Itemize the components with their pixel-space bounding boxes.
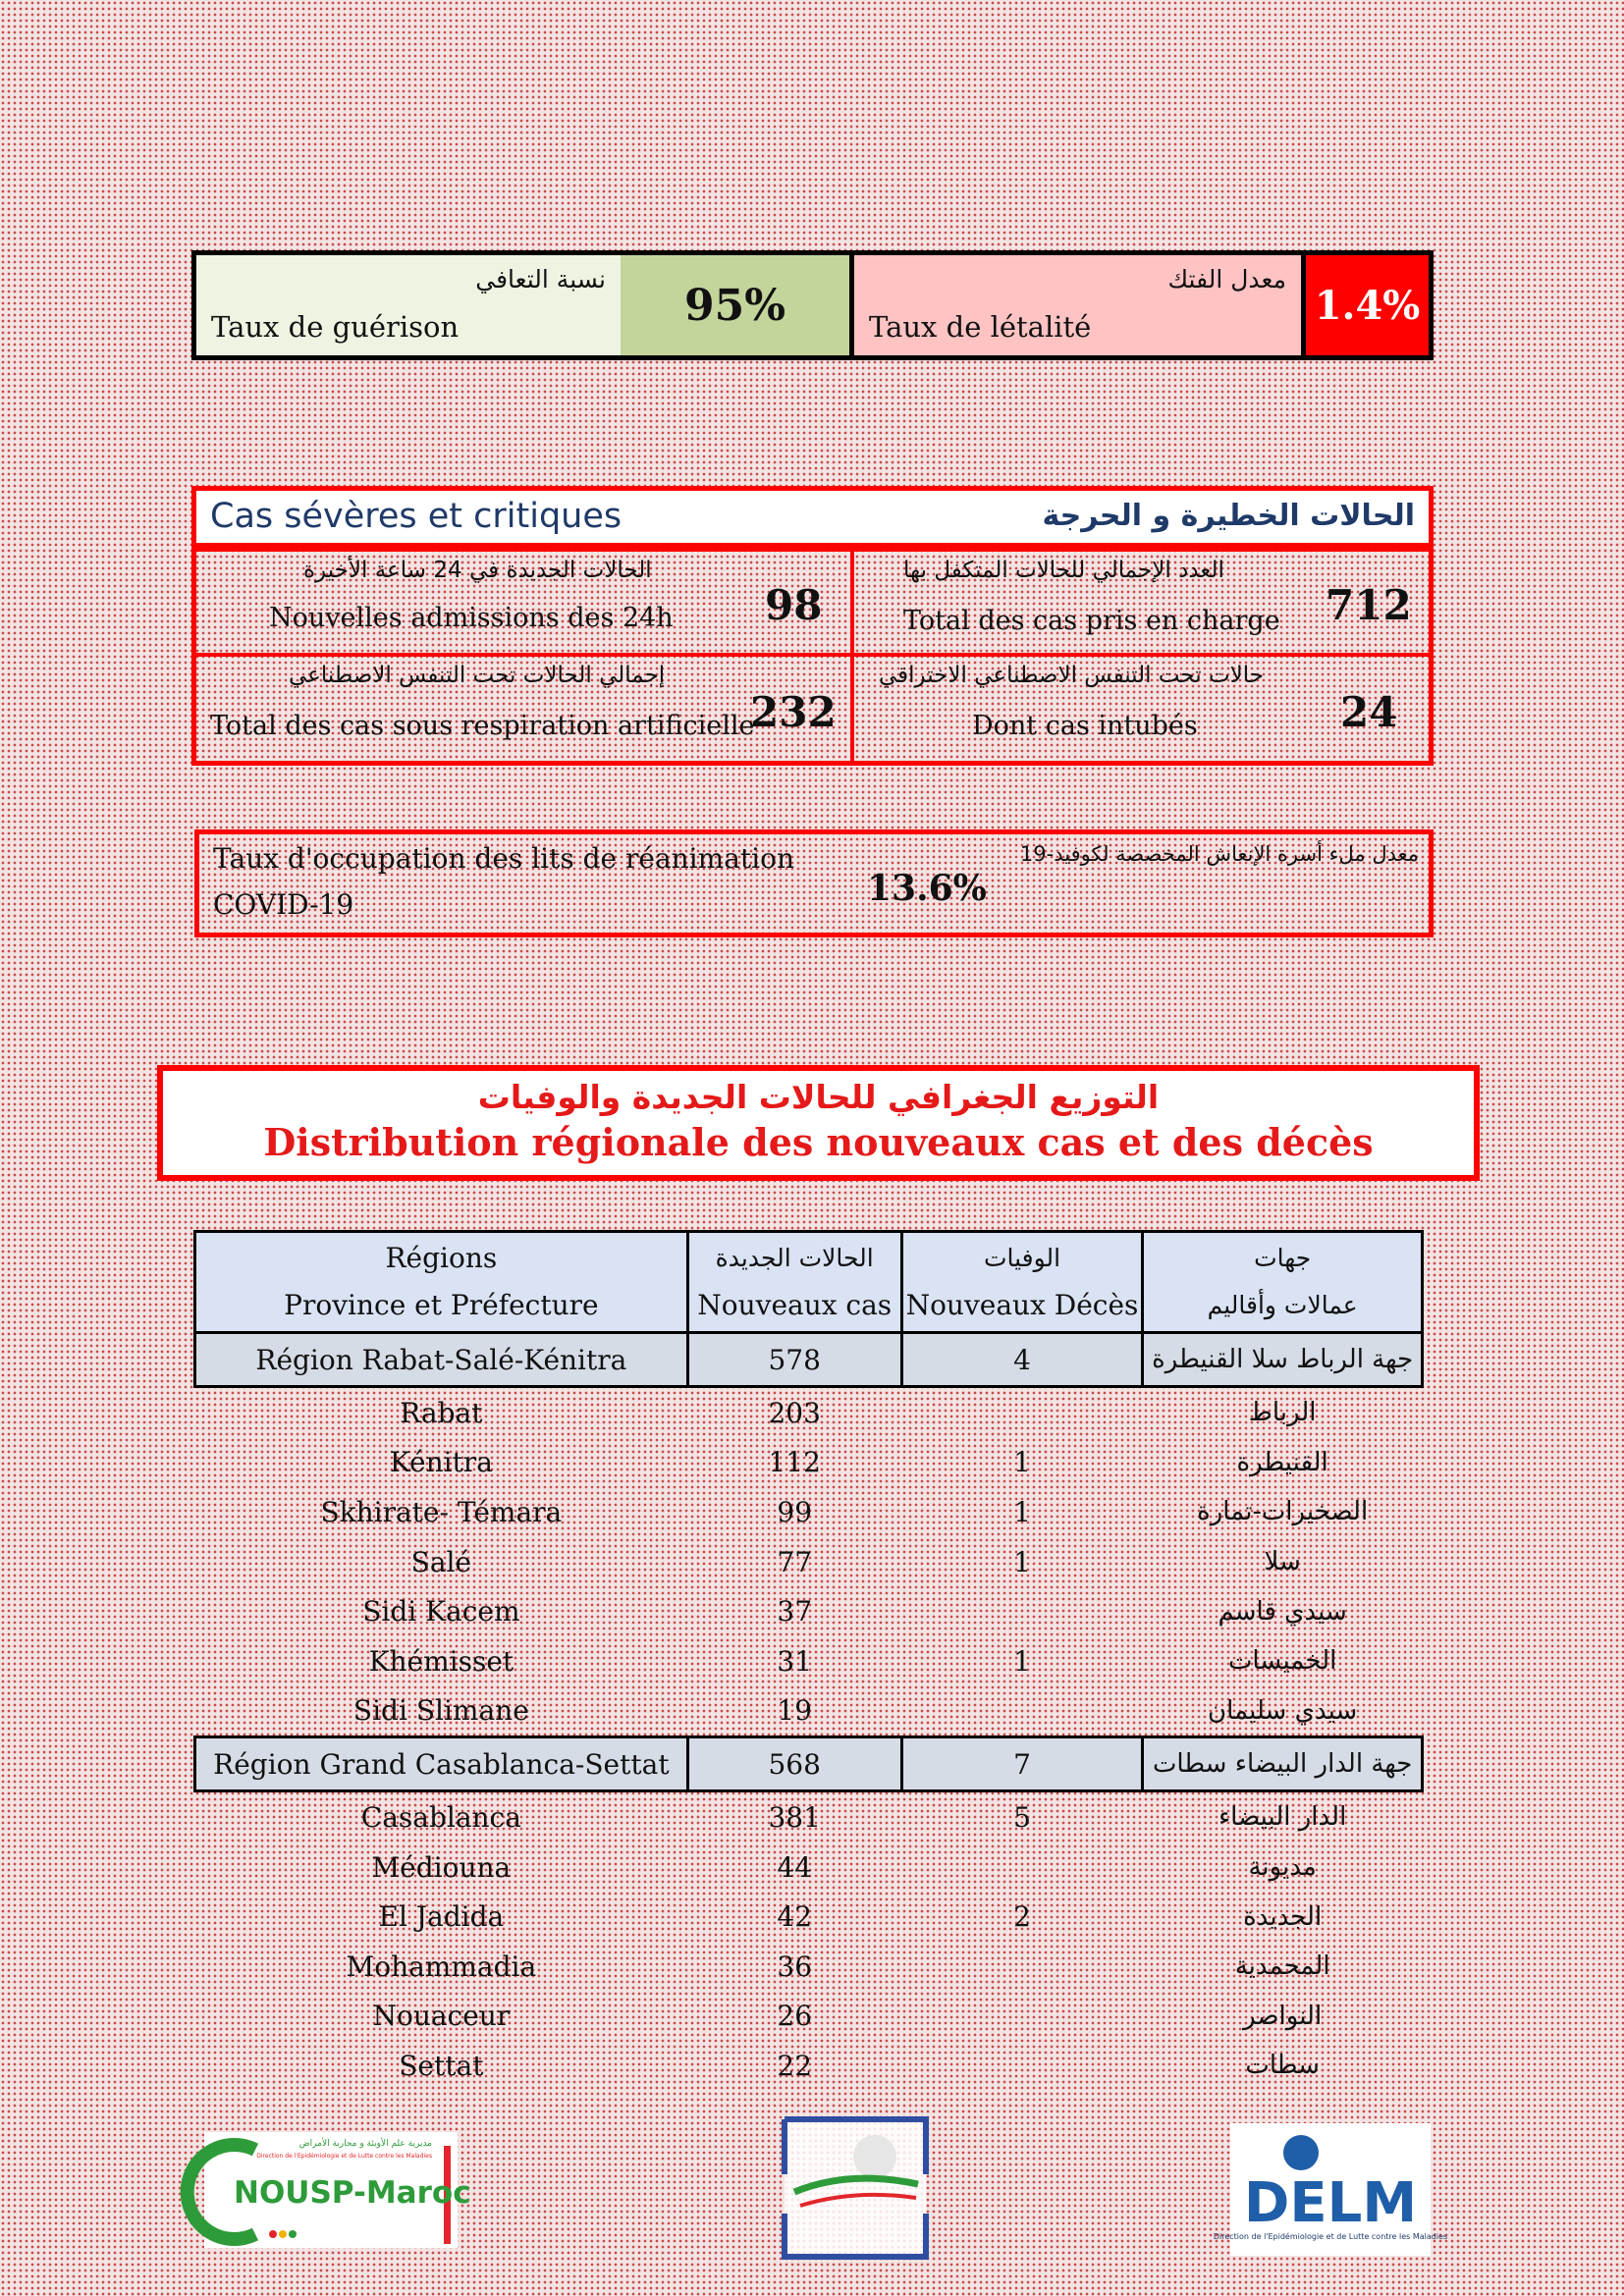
icu-occupancy-box bbox=[194, 829, 1434, 937]
cell-new-deaths bbox=[901, 2041, 1143, 2091]
cell-name-fr: Nouaceur bbox=[372, 2000, 511, 2033]
cell-name-fr: Sidi Slimane bbox=[352, 1694, 529, 1728]
table-row bbox=[195, 1686, 1423, 1737]
cell-new-cases: 203 bbox=[768, 1396, 821, 1429]
table-row bbox=[195, 1537, 1423, 1587]
header-regions-ar-2: عمالات وأقاليم bbox=[1207, 1291, 1358, 1319]
cell-new-deaths bbox=[901, 1686, 1143, 1737]
cell-new-deaths bbox=[901, 1387, 1143, 1438]
delm-logo-small: Direction de l'Epidémiologie et de Lutte contre les Maladies bbox=[1213, 2232, 1448, 2241]
header-deaths-ar: الوفيات bbox=[983, 1244, 1061, 1272]
cell-new-cases: 568 bbox=[687, 1737, 901, 1791]
recovery-label-fr: Taux de guérison bbox=[211, 310, 460, 344]
table-row bbox=[195, 1992, 1423, 2042]
table-row bbox=[195, 1586, 1423, 1636]
cell-new-deaths: 1 bbox=[1013, 1446, 1031, 1479]
ministry-emblem bbox=[781, 2115, 930, 2261]
table-row bbox=[195, 1636, 1423, 1686]
cell-new-deaths: 2 bbox=[1013, 1900, 1031, 1934]
delm-logo-text: DELM bbox=[1243, 2171, 1418, 2235]
cell-new-deaths: 4 bbox=[901, 1333, 1143, 1387]
new-admissions-value: 98 bbox=[765, 581, 823, 629]
regional-table bbox=[193, 1230, 1424, 2091]
table-header-row bbox=[195, 1232, 1423, 1333]
cell-name-fr: Sidi Kacem bbox=[362, 1595, 520, 1629]
table-row bbox=[195, 1438, 1423, 1488]
cell-new-deaths: 1 bbox=[1013, 1495, 1031, 1528]
cell-new-cases: 22 bbox=[777, 2049, 813, 2082]
table-row bbox=[195, 1892, 1423, 1942]
cell-name-ar: جهة الدار البيضاء سطات bbox=[1143, 1737, 1423, 1791]
cell-new-cases: 42 bbox=[777, 1900, 813, 1934]
nousp-logo-graphic bbox=[204, 2132, 471, 2248]
header-regions-ar bbox=[1143, 1232, 1423, 1333]
cell-new-cases: 381 bbox=[768, 1800, 821, 1834]
cell-name-ar: النواصر bbox=[1243, 2001, 1323, 2031]
header-regions-fr bbox=[195, 1232, 688, 1333]
new-admissions-cell bbox=[191, 548, 854, 657]
table-row bbox=[195, 1387, 1423, 1438]
header-regions-fr-1: Régions bbox=[385, 1242, 498, 1274]
cell-name-ar: مديونة bbox=[1248, 1852, 1317, 1883]
occupancy-label-fr-2: COVID-19 bbox=[213, 888, 354, 921]
intubated-value: 24 bbox=[1340, 688, 1398, 736]
intubated-label-fr: Dont cas intubés bbox=[972, 711, 1198, 741]
cell-name-ar: سطات bbox=[1245, 2051, 1320, 2081]
cell-name-ar: سيدي قاسم bbox=[1218, 1596, 1347, 1627]
artificial-resp-cell bbox=[191, 653, 854, 766]
severe-title-fr: Cas sévères et critiques bbox=[210, 497, 623, 536]
cell-name-ar: الجديدة bbox=[1243, 1901, 1323, 1932]
nousp-logo-small-ar: مديرية علم الأوبئة و محاربة الأمراض bbox=[298, 2139, 432, 2149]
total-managed-value: 712 bbox=[1326, 581, 1412, 629]
table-row bbox=[195, 1487, 1423, 1537]
artificial-resp-value: 232 bbox=[750, 688, 837, 736]
cell-name-ar: الخميسات bbox=[1227, 1646, 1337, 1677]
nousp-logo-text: NOUSP-Maroc bbox=[234, 2175, 471, 2211]
cell-name-fr: Salé bbox=[410, 1545, 472, 1578]
lethality-label-fr: Taux de létalité bbox=[869, 310, 1092, 344]
artificial-resp-label-fr: Total des cas sous respiration artificielle bbox=[210, 711, 755, 741]
cell-name-fr: Settat bbox=[399, 2049, 484, 2082]
table-row bbox=[195, 1942, 1423, 1992]
cell-name-fr: Khémisset bbox=[368, 1644, 514, 1678]
new-admissions-label-fr: Nouvelles admissions des 24h bbox=[269, 603, 674, 633]
table-row bbox=[195, 2041, 1423, 2091]
recovery-value: 95% bbox=[621, 255, 854, 355]
lethality-label-cell bbox=[854, 255, 1306, 355]
severe-cases-header bbox=[196, 491, 1429, 548]
cell-new-cases: 26 bbox=[777, 2000, 813, 2033]
delm-logo bbox=[1213, 2123, 1448, 2256]
cell-new-cases: 37 bbox=[777, 1595, 813, 1629]
severe-cases-box bbox=[191, 486, 1434, 766]
cell-new-deaths: 5 bbox=[1013, 1800, 1031, 1834]
regional-title-fr: Distribution régionale des nouveaux cas et des décès bbox=[263, 1120, 1374, 1164]
table-row bbox=[195, 1791, 1423, 1842]
cell-name-ar: الدار البيضاء bbox=[1218, 1802, 1347, 1833]
lethality-label-ar: معدل الفتك bbox=[1167, 265, 1286, 294]
rates-box bbox=[191, 250, 1434, 360]
cell-name-fr: Région Rabat-Salé-Kénitra bbox=[195, 1333, 688, 1387]
header-new-cases bbox=[687, 1232, 901, 1333]
cell-new-cases: 36 bbox=[777, 1949, 813, 1983]
occupancy-label-fr-1: Taux d'occupation des lits de réanimation bbox=[213, 842, 794, 875]
cell-name-fr: Kénitra bbox=[389, 1446, 493, 1479]
table-row bbox=[195, 1842, 1423, 1893]
header-regions-fr-2: Province et Préfecture bbox=[284, 1289, 599, 1321]
total-managed-label-ar: العدد الإجمالي للحالات المتكفل بها bbox=[903, 558, 1224, 583]
cell-new-deaths bbox=[901, 1992, 1143, 2042]
lethality-value: 1.4% bbox=[1306, 255, 1429, 355]
cell-name-fr: Casablanca bbox=[360, 1800, 521, 1834]
header-new-deaths bbox=[901, 1232, 1143, 1333]
cell-name-fr: El Jadida bbox=[378, 1900, 505, 1934]
cell-name-fr: Médiouna bbox=[371, 1850, 512, 1884]
new-admissions-label-ar: الحالات الجديدة في 24 ساعة الأخيرة bbox=[303, 558, 652, 583]
cell-new-deaths: 1 bbox=[1013, 1545, 1031, 1578]
cell-new-deaths bbox=[901, 1842, 1143, 1893]
cell-name-ar: القنيطرة bbox=[1236, 1447, 1328, 1477]
cell-name-ar: سلا bbox=[1264, 1547, 1301, 1577]
nousp-logo-small-fr: Direction de l'Epidémiologie et de Lutte contre les Maladies bbox=[256, 2153, 432, 2160]
cell-new-cases: 112 bbox=[768, 1446, 821, 1479]
cell-name-ar: جهة الرباط سلا القنيطرة bbox=[1143, 1333, 1423, 1387]
cell-name-ar: المحمدية bbox=[1234, 1951, 1330, 1982]
cell-name-fr: Mohammadia bbox=[346, 1949, 537, 1983]
occupancy-value: 13.6% bbox=[867, 868, 987, 909]
regional-title-ar: التوزيع الجغرافي للحالات الجديدة والوفيات bbox=[477, 1078, 1160, 1116]
artificial-resp-label-ar: إجمالي الحالات تحت التنفس الاصطناعي bbox=[289, 663, 666, 688]
header-deaths-fr: Nouveaux Décès bbox=[905, 1289, 1139, 1321]
cell-name-fr: Région Grand Casablanca-Settat bbox=[195, 1737, 688, 1791]
cell-name-fr: Rabat bbox=[400, 1396, 483, 1429]
occupancy-label-ar: معدل ملء أسرة الإنعاش المخصصة لكوفيد-19 bbox=[1019, 842, 1419, 866]
recovery-label-cell bbox=[196, 255, 621, 355]
table-region-row bbox=[195, 1333, 1423, 1387]
cell-new-deaths bbox=[901, 1586, 1143, 1636]
recovery-label-ar: نسبة التعافي bbox=[475, 265, 606, 294]
delm-logo-graphic bbox=[1213, 2123, 1448, 2256]
header-regions-ar-1: جهات bbox=[1254, 1244, 1312, 1272]
cell-new-cases: 578 bbox=[687, 1333, 901, 1387]
severe-title-ar: الحالات الخطيرة و الحرجة bbox=[1042, 499, 1415, 533]
cell-name-ar: الصخيرات-تمارة bbox=[1197, 1497, 1369, 1527]
cell-new-deaths: 1 bbox=[1013, 1644, 1031, 1678]
cell-new-deaths bbox=[901, 1942, 1143, 1992]
regional-distribution-heading bbox=[157, 1065, 1480, 1181]
cell-new-cases: 19 bbox=[777, 1694, 813, 1728]
table-body bbox=[195, 1333, 1423, 2091]
nousp-logo bbox=[204, 2132, 471, 2248]
header-cases-ar: الحالات الجديدة bbox=[715, 1244, 874, 1272]
cell-new-deaths: 7 bbox=[901, 1737, 1143, 1791]
intubated-label-ar: حالات تحت التنفس الاصطناعي الاختراقي bbox=[879, 663, 1264, 688]
intubated-cell bbox=[850, 653, 1434, 766]
cell-new-cases: 77 bbox=[777, 1545, 813, 1578]
total-managed-cell bbox=[850, 548, 1434, 657]
cell-new-cases: 44 bbox=[777, 1850, 813, 1884]
cell-name-fr: Skhirate- Témara bbox=[320, 1495, 563, 1528]
cell-name-ar: الرباط bbox=[1248, 1398, 1317, 1428]
ministry-emblem-graphic bbox=[781, 2115, 930, 2261]
header-cases-fr: Nouveaux cas bbox=[697, 1289, 893, 1321]
cell-new-cases: 31 bbox=[777, 1644, 813, 1678]
total-managed-label-fr: Total des cas pris en charge bbox=[903, 606, 1280, 636]
table-region-row bbox=[195, 1737, 1423, 1791]
cell-name-ar: سيدي سليمان bbox=[1208, 1695, 1358, 1726]
cell-new-cases: 99 bbox=[777, 1495, 813, 1528]
